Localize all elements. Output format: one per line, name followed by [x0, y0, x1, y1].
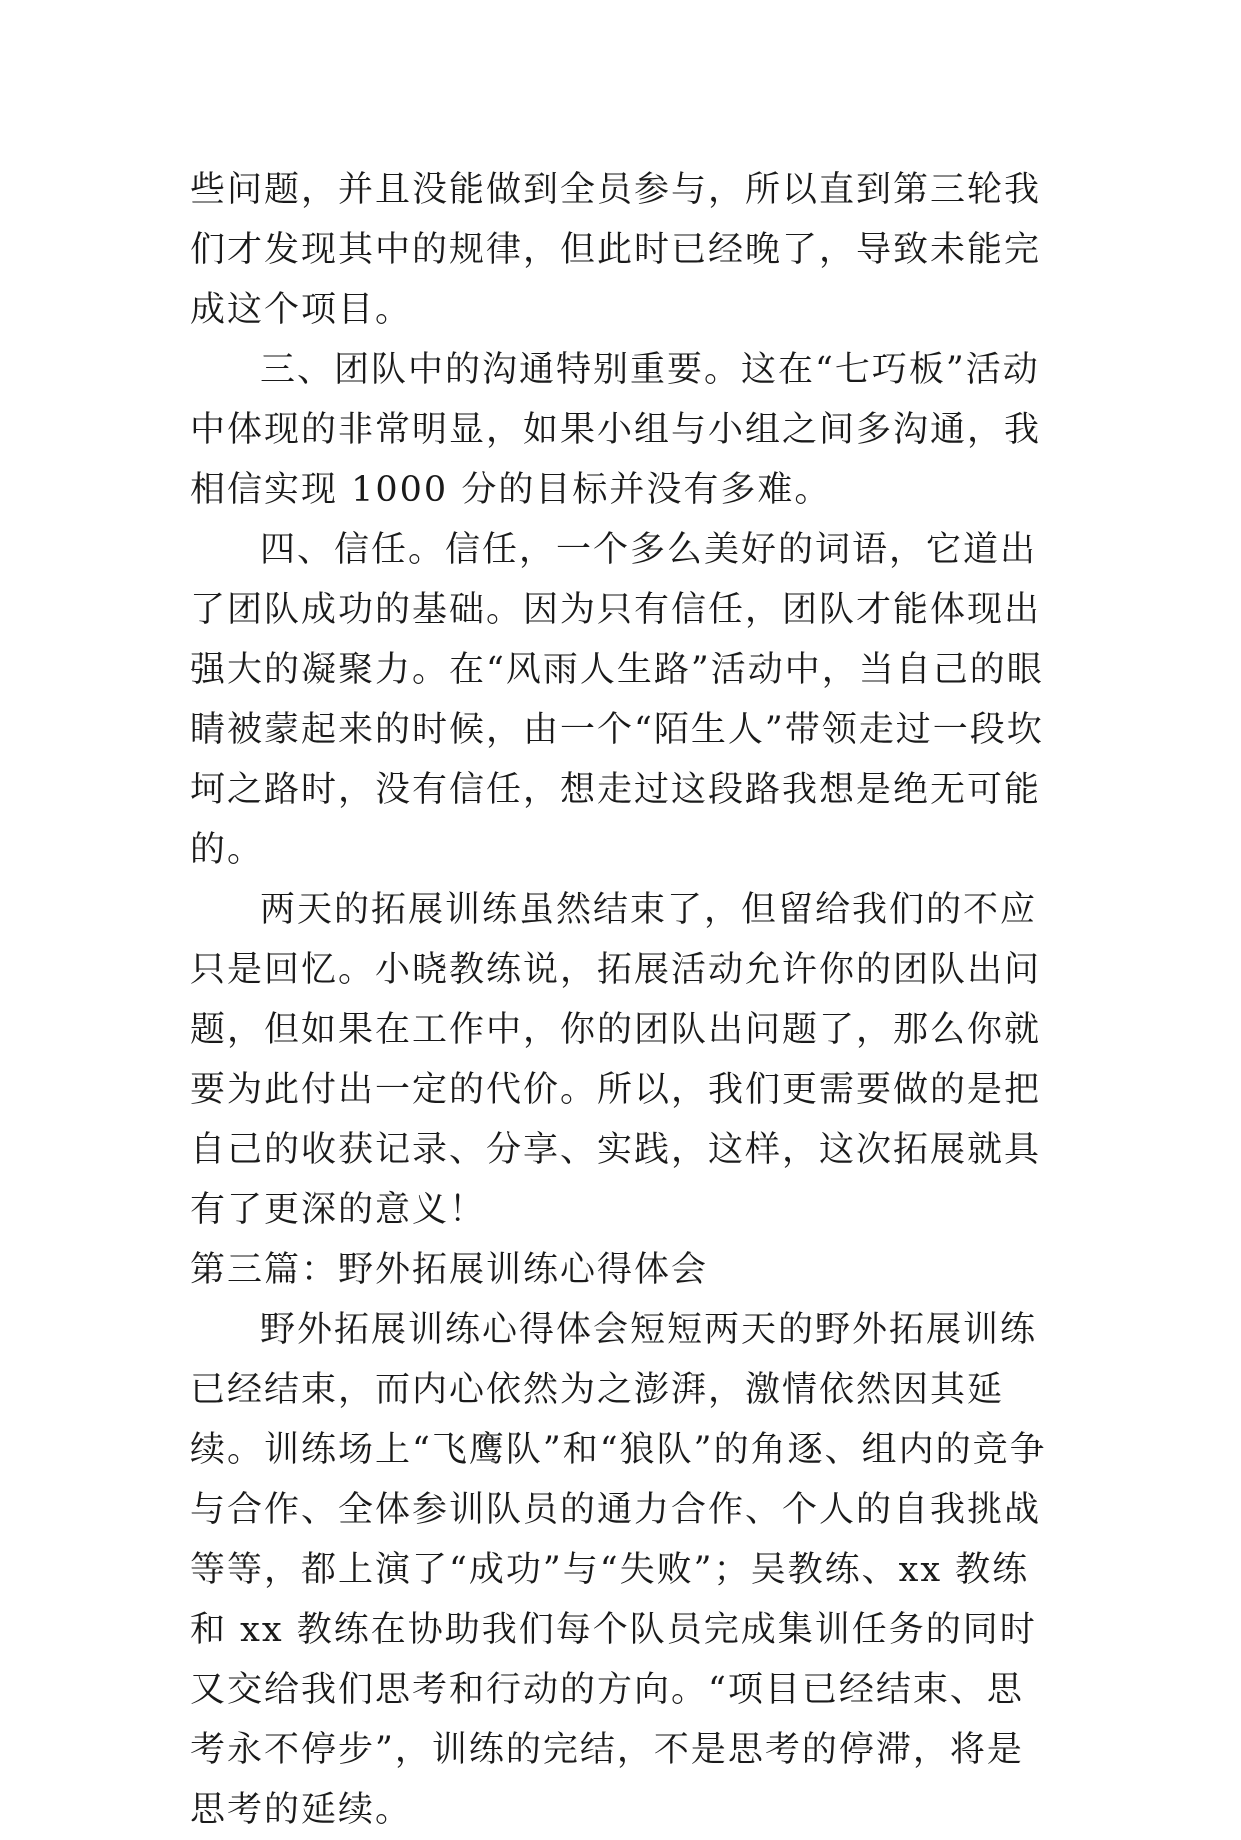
document-body: [190, 160, 1050, 1840]
paragraph-conclusion: 两天的拓展训练虽然结束了，但留给我们的不应只是回忆。小晓教练说，拓展活动允许你的团队出问题，但如果在工作中，你的团队出问题了，那么你就要为此付出一定的代价。所以，我们更需要做的是把自己的收获记录、分享、实践，这样，这次拓展就具有了更深的意义！: [190, 890, 1042, 1230]
section-heading: 第三篇：野外拓展训练心得体会: [190, 1250, 709, 1290]
paragraph-trust: 四、信任。信任，一个多么美好的词语，它道出了团队成功的基础。因为只有信任，团队才能体现出强大的凝聚力。在“风雨人生路”活动中，当自己的眼睛被蒙起来的时候，由一个“陌生人”带领走过一段坎坷之路时，没有信任，想走过这段路我想是绝无可能的。: [190, 530, 1044, 870]
section-paragraph: 野外拓展训练心得体会短短两天的野外拓展训练已经结束，而内心依然为之澎湃，激情依然因其延续。训练场上“飞鹰队”和“狼队”的角逐、组内的竞争与合作、全体参训队员的通力合作、个人的自我挑战等等，都上演了“成功”与“失败”；吴教练、xx 教练和 xx 教练在协助我们每个队员完成集训任务的同时又交给我们思考和行动的方向。“项目已经结束、思考永不停步”，训练的完结，不是思考的停滞，将是思考的延续。: [190, 1310, 1047, 1830]
paragraph-continued: 些问题，并且没能做到全员参与，所以直到第三轮我们才发现其中的规律，但此时已经晚了，导致未能完成这个项目。: [190, 170, 1042, 330]
paragraph-communication: 三、团队中的沟通特别重要。这在“七巧板”活动中体现的非常明显，如果小组与小组之间多沟通，我相信实现 1000 分的目标并没有多难。: [190, 350, 1042, 510]
